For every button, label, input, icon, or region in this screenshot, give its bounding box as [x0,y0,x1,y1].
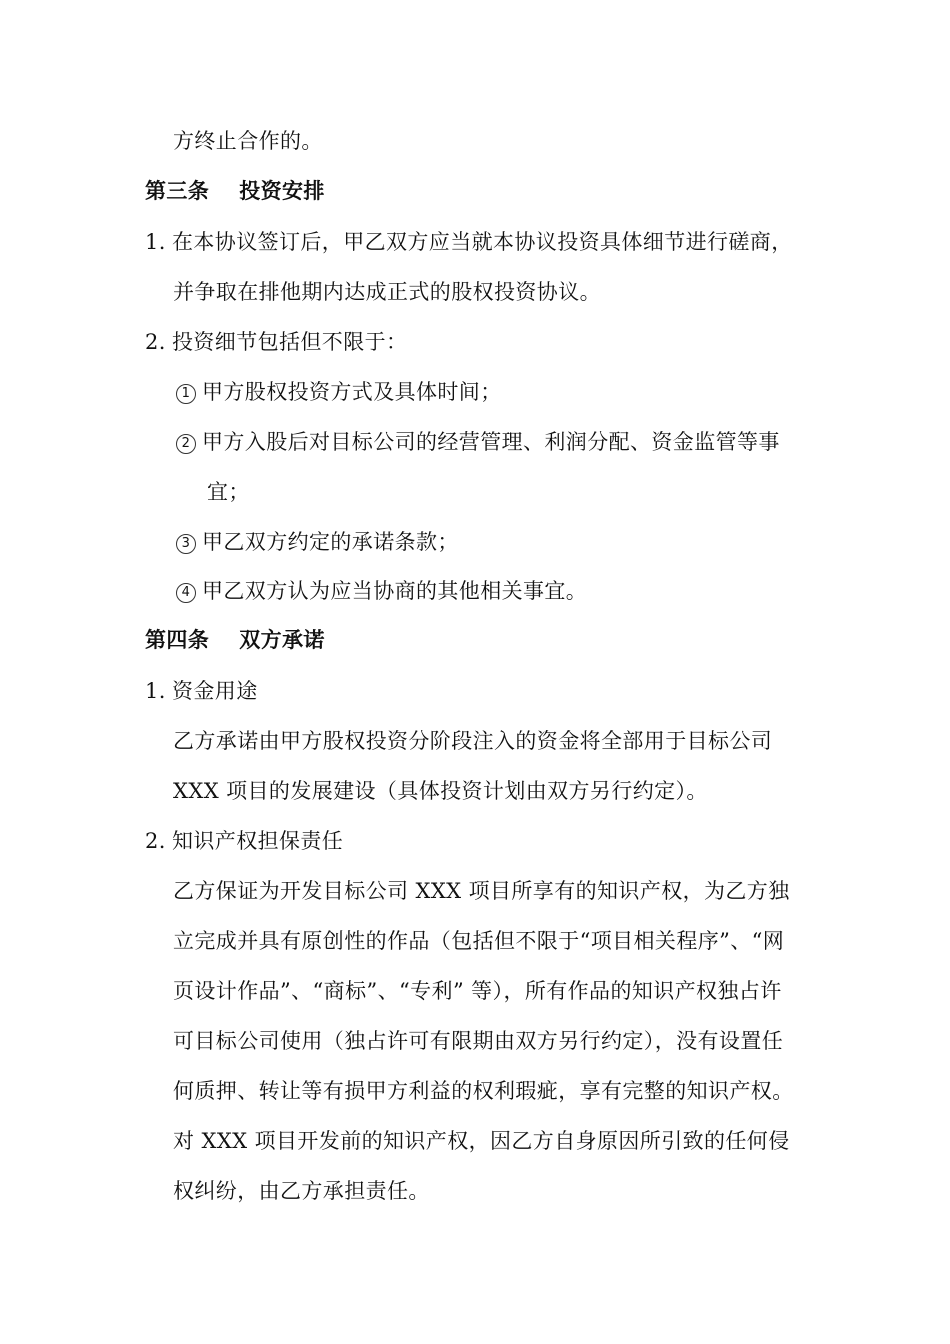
article-3-title: 投资安排 [239,179,325,203]
article-3-heading [145,177,325,205]
article-4-item-2-para-line: 何质押、转让等有损甲方利益的权利瑕疵，享有完整的知识产权。 [173,1079,794,1103]
item-number: 2. [145,330,166,354]
article-4-item-1-para-line: XXX 项目的发展建设（具体投资计划由双方另行约定）。 [173,779,708,803]
item-number: 1. [145,679,166,703]
subitem-3 [176,528,459,556]
item-number: 2. [145,829,166,853]
article-4-item-1-para-line: 乙方承诺由甲方股权投资分阶段注入的资金将全部用于目标公司 [173,729,773,753]
article-4-item-2-para-line: 页设计作品”、“商标”、“专利” 等），所有作品的知识产权独占许 [173,979,782,1003]
subitem-text: 甲乙双方认为应当协商的其他相关事宜。 [202,579,588,603]
article-3-item-1 [145,228,793,256]
article-4-item-2-para-line: 乙方保证为开发目标公司 XXX 项目所享有的知识产权，为乙方独 [173,879,790,903]
circled-number-2: 2 [176,434,196,454]
subitem-2-cont: 宜； [207,480,250,504]
article-4-item-2-para-line: 可目标公司使用（独占许可有限期由双方另行约定），没有设置任 [173,1029,784,1053]
item-text: 在本协议签订后，甲乙双方应当就本协议投资具体细节进行磋商， [172,230,793,254]
subitem-text: 甲方股权投资方式及具体时间； [202,380,502,404]
article-3-item-2 [145,328,407,356]
article-4-item-2-para-line: 权纠纷，由乙方承担责任。 [173,1179,430,1203]
article-4-item-2 [145,827,343,855]
subitem-text: 甲乙双方约定的承诺条款； [202,530,459,554]
article-4-title: 双方承诺 [239,628,325,652]
article-4-item-2-para-line: 对 XXX 项目开发前的知识产权，因乙方自身原因所引致的任何侵 [173,1129,790,1153]
article-3-item-1-cont: 并争取在排他期内达成正式的股权投资协议。 [173,280,601,304]
subitem-text: 甲方入股后对目标公司的经营管理、利润分配、资金监管等事 [202,430,780,454]
item-text: 投资细节包括但不限于： [172,330,408,354]
circled-number-1: 1 [176,384,196,404]
continuation-text: 方终止合作的。 [173,129,323,153]
article-4-heading [145,626,325,654]
subitem-2 [176,428,780,456]
article-4-item-1 [145,677,258,705]
article-4-item-2-para-line: 立完成并具有原创性的作品（包括但不限于“项目相关程序”、“网 [173,929,785,953]
article-4-number: 第四条 [145,628,210,652]
circled-number-3: 3 [176,534,196,554]
item-label: 知识产权担保责任 [172,829,344,853]
subitem-1 [176,378,502,406]
item-number: 1. [145,230,166,254]
item-label: 资金用途 [172,679,258,703]
article-3-number: 第三条 [145,179,210,203]
subitem-4 [176,577,587,605]
circled-number-4: 4 [176,583,196,603]
